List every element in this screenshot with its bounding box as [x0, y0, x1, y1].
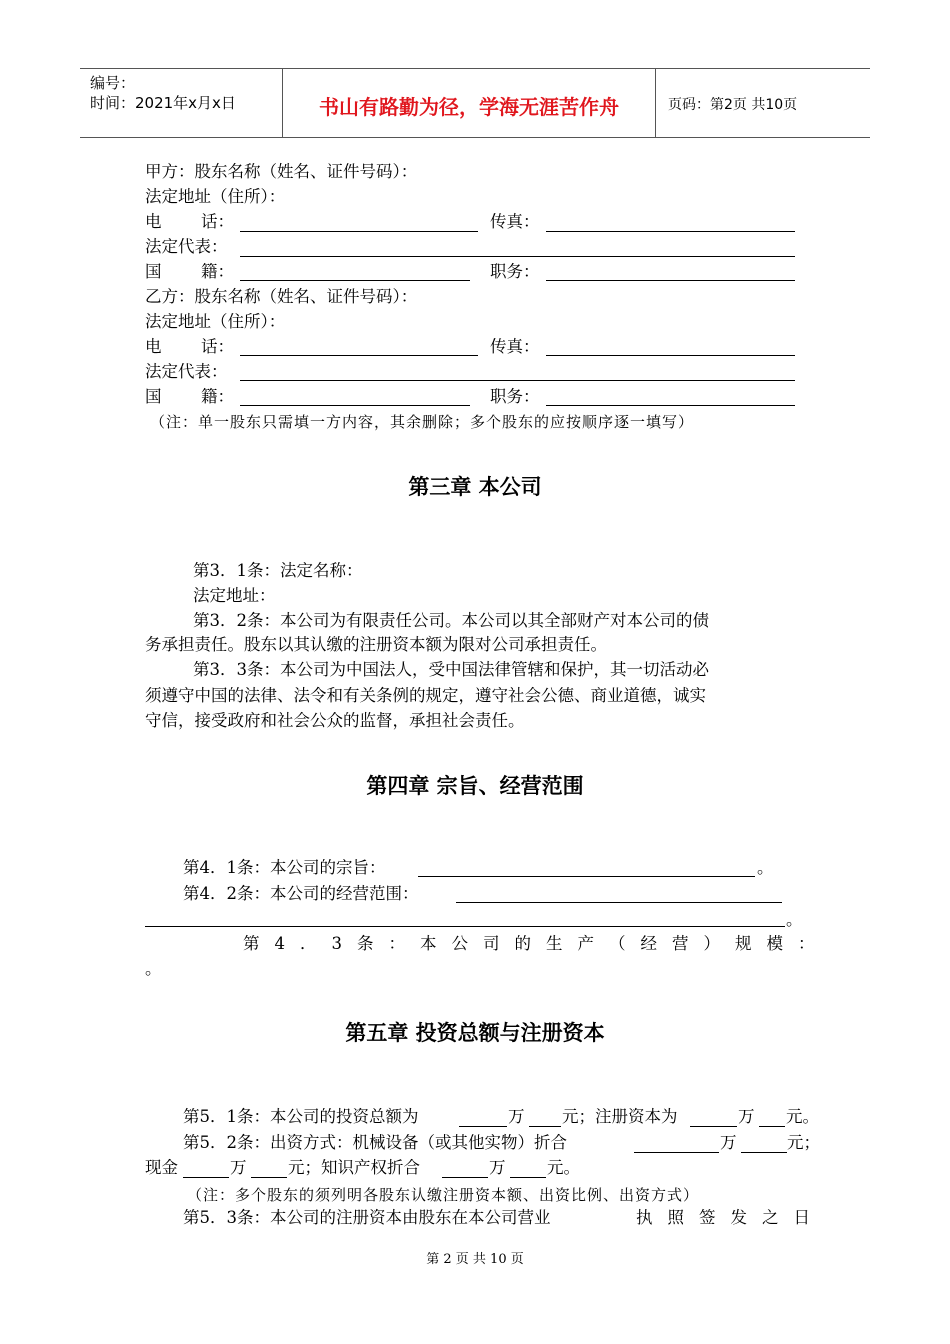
article-5-1-part-3: 元；注册资本为: [562, 1107, 678, 1126]
ip-yuan-field[interactable]: [510, 1177, 546, 1178]
article-5-1-part-4: 万: [738, 1107, 755, 1126]
article-3-3-line-1: 第3．3条：本公司为中国法人，受中国法律管辖和保护，其一切活动必: [193, 660, 709, 679]
party-a-address-label: 法定地址（住所）：: [145, 187, 286, 206]
article-4-3-end: 。: [145, 959, 162, 978]
header-left-cell: [80, 69, 283, 137]
party-a-rep-field[interactable]: [240, 256, 795, 257]
motto: 书山有路勤为径，学海无涯苦作舟: [319, 95, 619, 119]
article-3-1: 第3．1条：法定名称：: [193, 561, 363, 580]
party-a-phone-label-2: 话：: [201, 212, 234, 231]
article-4-1: 第4．1条：本公司的宗旨：: [183, 858, 386, 877]
article-4-3: 第4．3条：本公司的生产（经营）规模：: [243, 934, 830, 953]
party-a-nation-label-2: 籍：: [201, 262, 234, 281]
cash-yuan-field[interactable]: [251, 1177, 287, 1178]
scope-field-line-1[interactable]: [456, 902, 782, 903]
article-3-3-line-2: 须遵守中国的法律、法令和有关条例的规定，遵守社会公德、商业道德，诚实: [145, 686, 706, 705]
registered-capital-wan-field[interactable]: [690, 1126, 737, 1127]
article-5-3-tail: 执照签发之日: [636, 1208, 825, 1227]
party-b-nation-field[interactable]: [240, 405, 470, 406]
header-right-cell: [656, 69, 870, 137]
party-b-name-label: 乙方：股东名称（姓名、证件号码）：: [145, 287, 418, 306]
code-label: 编号：: [90, 74, 136, 92]
page-number-label: 页码：第2页 共10页: [668, 97, 798, 113]
party-a-phone-field[interactable]: [240, 231, 478, 232]
party-a-name-label: 甲方：股东名称（姓名、证件号码）：: [145, 162, 418, 181]
capital-note: （注：多个股东的须列明各股东认缴注册资本额、出资比例、出资方式）: [187, 1186, 700, 1204]
shareholder-note: （注：单一股东只需填一方内容，其余删除；多个股东的应按顺序逐一填写）: [150, 413, 695, 431]
article-5-2-part-2: 万: [720, 1133, 737, 1152]
party-a-phone-label-1: 电: [145, 212, 162, 231]
party-a-fax-field[interactable]: [546, 231, 795, 232]
party-a-title-label: 职务：: [490, 262, 540, 281]
chapter-5-title: 第五章 投资总额与注册资本: [345, 1021, 605, 1045]
scope-field-line-2[interactable]: [145, 926, 785, 927]
article-5-2-part-3: 元；: [787, 1133, 820, 1152]
article-5-2-line-2-part-4: 万: [489, 1158, 506, 1177]
article-5-1-part-2: 万: [508, 1107, 525, 1126]
party-a-fax-label: 传真：: [490, 212, 540, 231]
article-4-2-end: 。: [786, 910, 803, 929]
party-b-phone-field[interactable]: [240, 355, 478, 356]
party-b-fax-field[interactable]: [546, 355, 795, 356]
article-5-1-part-5: 元。: [786, 1107, 819, 1126]
purpose-field[interactable]: [418, 876, 755, 877]
investment-total-wan-field[interactable]: [459, 1126, 507, 1127]
article-5-2-part-1: 第5．2条：出资方式：机械设备（或其他实物）折合: [183, 1133, 567, 1152]
article-4-2: 第4．2条：本公司的经营范围：: [183, 884, 419, 903]
party-a-nation-label-1: 国: [145, 262, 162, 281]
investment-total-yuan-field[interactable]: [529, 1126, 561, 1127]
party-b-nation-label-1: 国: [145, 387, 162, 406]
article-5-1-part-1: 第5．1条：本公司的投资总额为: [183, 1107, 419, 1126]
equipment-yuan-field[interactable]: [741, 1152, 787, 1153]
chapter-4-title: 第四章 宗旨、经营范围: [366, 774, 584, 798]
party-b-nation-label-2: 籍：: [201, 387, 234, 406]
article-5-3: 第5．3条：本公司的注册资本由股东在本公司营业: [183, 1208, 551, 1227]
party-b-phone-label-1: 电: [145, 337, 162, 356]
article-3-2-line-2: 务承担责任。股东以其认缴的注册资本额为限对公司承担责任。: [145, 635, 607, 654]
article-5-2-line-2-part-5: 元。: [547, 1158, 580, 1177]
party-a-rep-label: 法定代表：: [145, 237, 228, 256]
ip-wan-field[interactable]: [442, 1177, 488, 1178]
article-5-2-line-2-part-2: 万: [230, 1158, 247, 1177]
article-4-1-end: 。: [757, 858, 774, 877]
party-b-rep-label: 法定代表：: [145, 362, 228, 381]
article-5-2-line-2-part-1: 现金: [145, 1158, 178, 1177]
party-b-title-label: 职务：: [490, 387, 540, 406]
page-footer: 第 2 页 共 10 页: [426, 1252, 524, 1267]
chapter-3-title: 第三章 本公司: [408, 475, 542, 499]
registered-capital-yuan-field[interactable]: [759, 1126, 785, 1127]
cash-wan-field[interactable]: [183, 1177, 229, 1178]
article-3-2-line-1: 第3．2条：本公司为有限责任公司。本公司以其全部财产对本公司的债: [193, 611, 709, 630]
equipment-wan-field[interactable]: [634, 1152, 719, 1153]
party-a-title-field[interactable]: [546, 280, 795, 281]
header-mid-cell: [283, 69, 656, 137]
article-3-1-address: 法定地址：: [193, 586, 276, 605]
party-b-rep-field[interactable]: [240, 380, 795, 381]
party-a-nation-field[interactable]: [240, 280, 470, 281]
article-5-2-line-2-part-3: 元；知识产权折合: [288, 1158, 420, 1177]
time-label: 时间：2021年x月x日: [90, 94, 236, 112]
party-b-address-label: 法定地址（住所）：: [145, 312, 286, 331]
party-b-fax-label: 传真：: [490, 337, 540, 356]
party-b-phone-label-2: 话：: [201, 337, 234, 356]
page-header: [80, 68, 870, 138]
party-b-title-field[interactable]: [546, 405, 795, 406]
article-3-3-line-3: 守信，接受政府和社会公众的监督，承担社会责任。: [145, 711, 525, 730]
